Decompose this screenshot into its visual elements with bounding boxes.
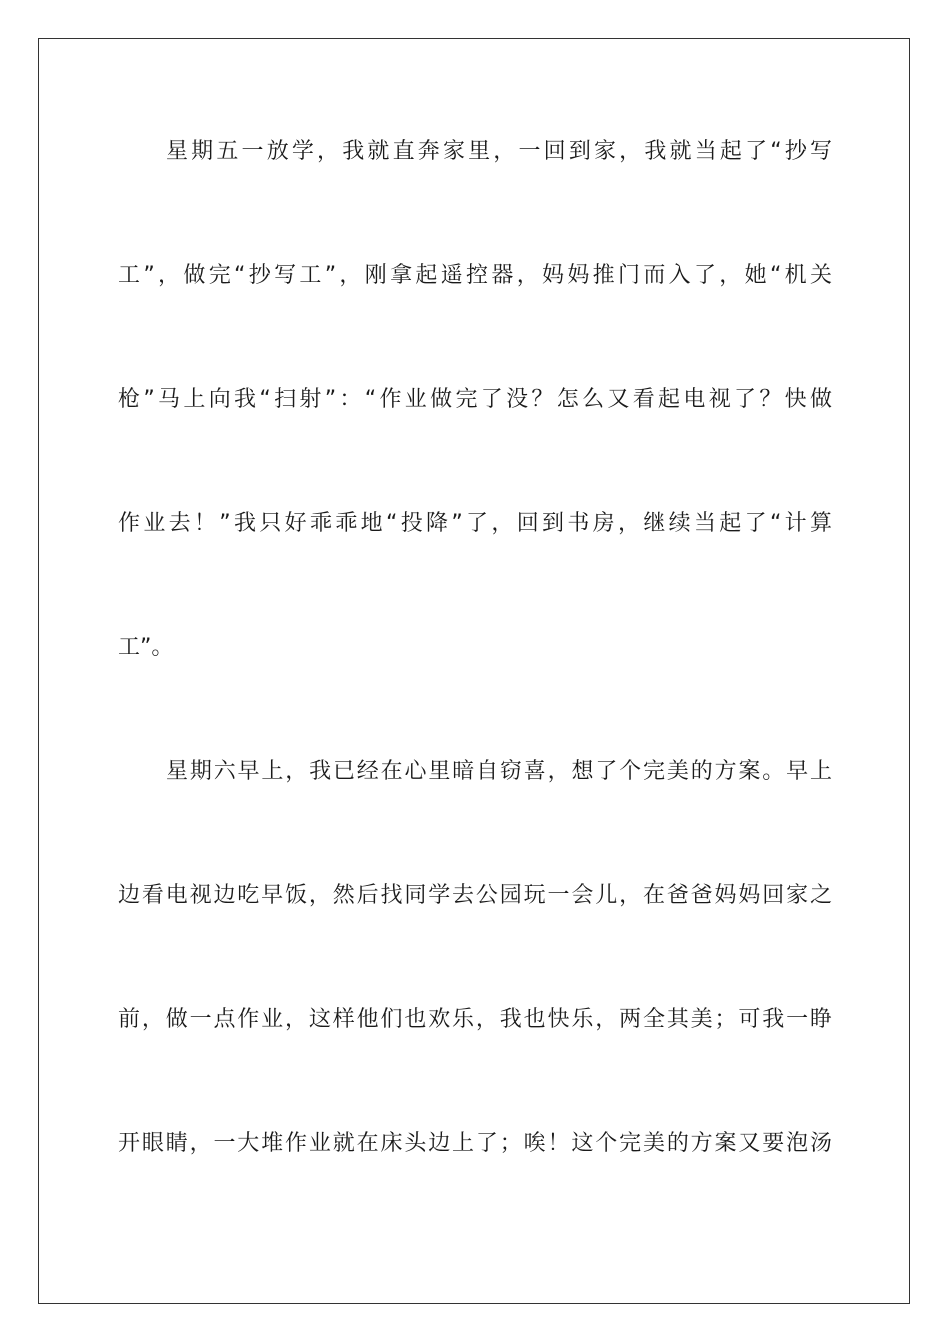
paragraph-1-line-3: 枪”马上向我“扫射”：“作业做完了没？怎么又看起电视了？快做 (118, 387, 832, 412)
paragraph-1-line-5: 工”。 (118, 635, 174, 660)
paragraph-1-line-1: 星期五一放学，我就直奔家里，一回到家，我就当起了“抄写 (166, 139, 832, 164)
paragraph-1-line-4: 作业去！”我只好乖乖地“投降”了，回到书房，继续当起了“计算 (118, 511, 832, 536)
paragraph-1-line-2: 工”，做完“抄写工”，刚拿起遥控器，妈妈推门而入了，她“机关 (118, 263, 832, 288)
paragraph-2-line-4: 开眼睛，一大堆作业就在床头边上了；唉！这个完美的方案又要泡汤 (118, 1131, 832, 1156)
paragraph-2-line-3: 前，做一点作业，这样他们也欢乐，我也快乐，两全其美；可我一睁 (118, 1007, 832, 1032)
document-body (118, 0, 832, 1344)
paragraph-2-line-1: 星期六早上，我已经在心里暗自窃喜，想了个完美的方案。早上 (166, 759, 832, 784)
paragraph-2-line-2: 边看电视边吃早饭，然后找同学去公园玩一会儿，在爸爸妈妈回家之 (118, 883, 832, 908)
